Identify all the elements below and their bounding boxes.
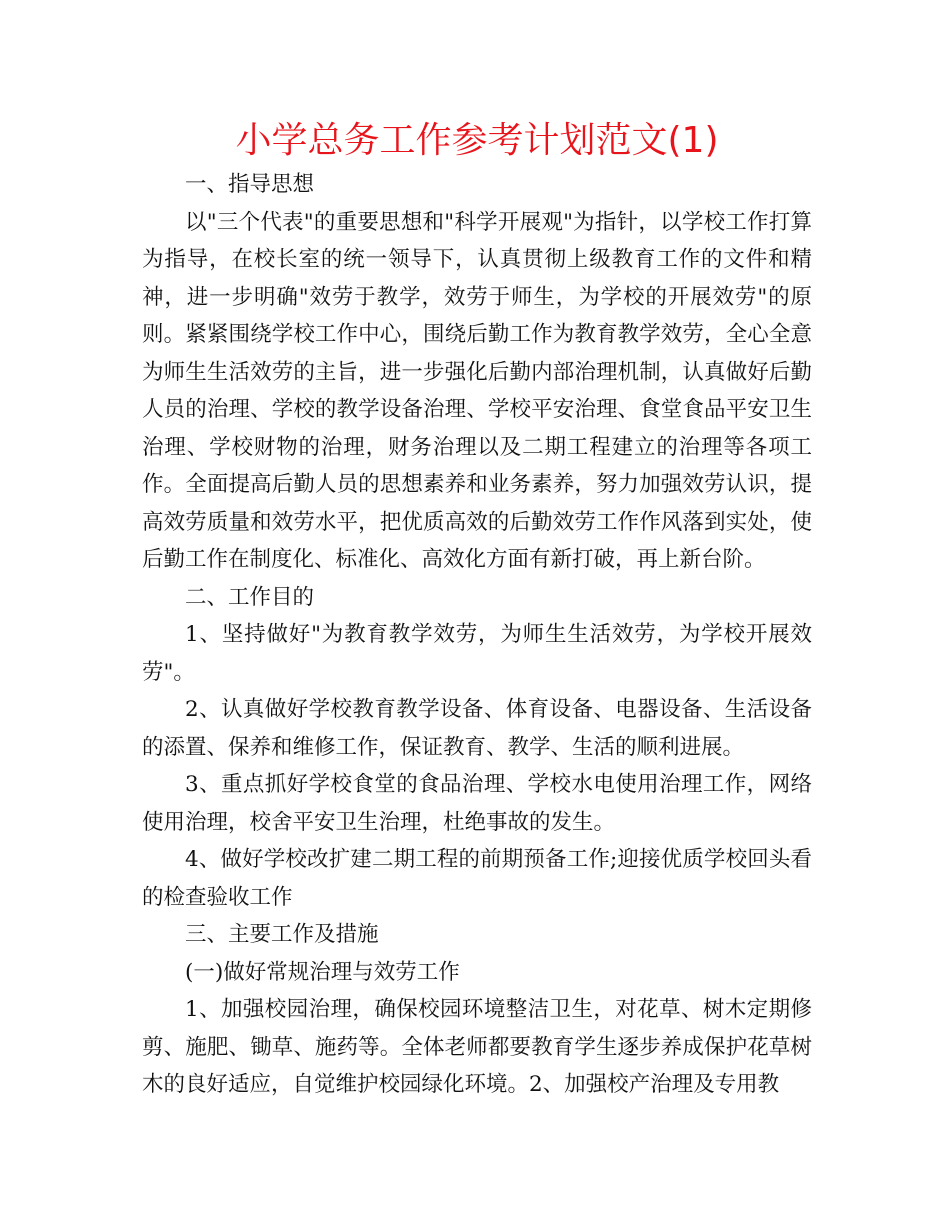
paragraph-goal-4: 4、做好学校改扩建二期工程的前期预备工作;迎接优质学校回头看的检查验收工作 — [142, 847, 812, 910]
section-heading-work-goals: 二、工作目的 — [185, 584, 315, 610]
subsection-heading-routine-management: (一)做好常规治理与效劳工作 — [185, 959, 460, 985]
paragraph-goal-1: 1、坚持做好"为教育教学效劳，为师生生活效劳，为学校开展效劳"。 — [142, 622, 812, 685]
section-heading-guiding-ideology: 一、指导思想 — [185, 172, 315, 197]
section-heading-main-work: 三、主要工作及措施 — [185, 922, 379, 947]
paragraph-guiding-ideology: 以"三个代表"的重要思想和"科学开展观"为指针，以学校工作打算为指导，在校长室的统一领导下，认真贯彻上级教育工作的文件和精神，进一步明确"效劳于教学，效劳于师生，为学校的开展效劳"的原则。紧紧围绕学校工作中心，围绕后勤工作为教育教学效劳，全心全意为师生生活效劳的主旨，进一步强化后勤内部治理机制，认真做好后勤人员的治理、学校的教学设备治理、学校平安治理、食堂食品平安卫生治理、学校财物的治理，财务治理以及二期工程建立的治理等各项工作。全面提高后勤人员的思想素养和业务素养，努力加强效劳认识，提高效劳质量和效劳水平，把优质高效的后勤效劳工作作风落到实处，使后勤工作在制度化、标准化、高效化方面有新打破，再上新台阶。 — [142, 209, 812, 572]
paragraph-goal-2: 2、认真做好学校教育教学设备、体育设备、电器设备、生活设备的添置、保养和维修工作，保证教育、教学、生活的顺利进展。 — [142, 697, 812, 760]
document-page — [142, 118, 812, 1104]
document-title: 小学总务工作参考计划范文(1) — [235, 120, 719, 161]
paragraph-goal-3: 3、重点抓好学校食堂的食品治理、学校水电使用治理工作，网络使用治理，校舍平安卫生治理，杜绝事故的发生。 — [142, 772, 812, 835]
paragraph-campus-management: 1、加强校园治理，确保校园环境整洁卫生，对花草、树木定期修剪、施肥、锄草、施药等。全体老师都要教育学生逐步养成保护花草树木的良好适应，自觉维护校园绿化环境。2、加强校产治理及专用教 — [142, 997, 812, 1097]
